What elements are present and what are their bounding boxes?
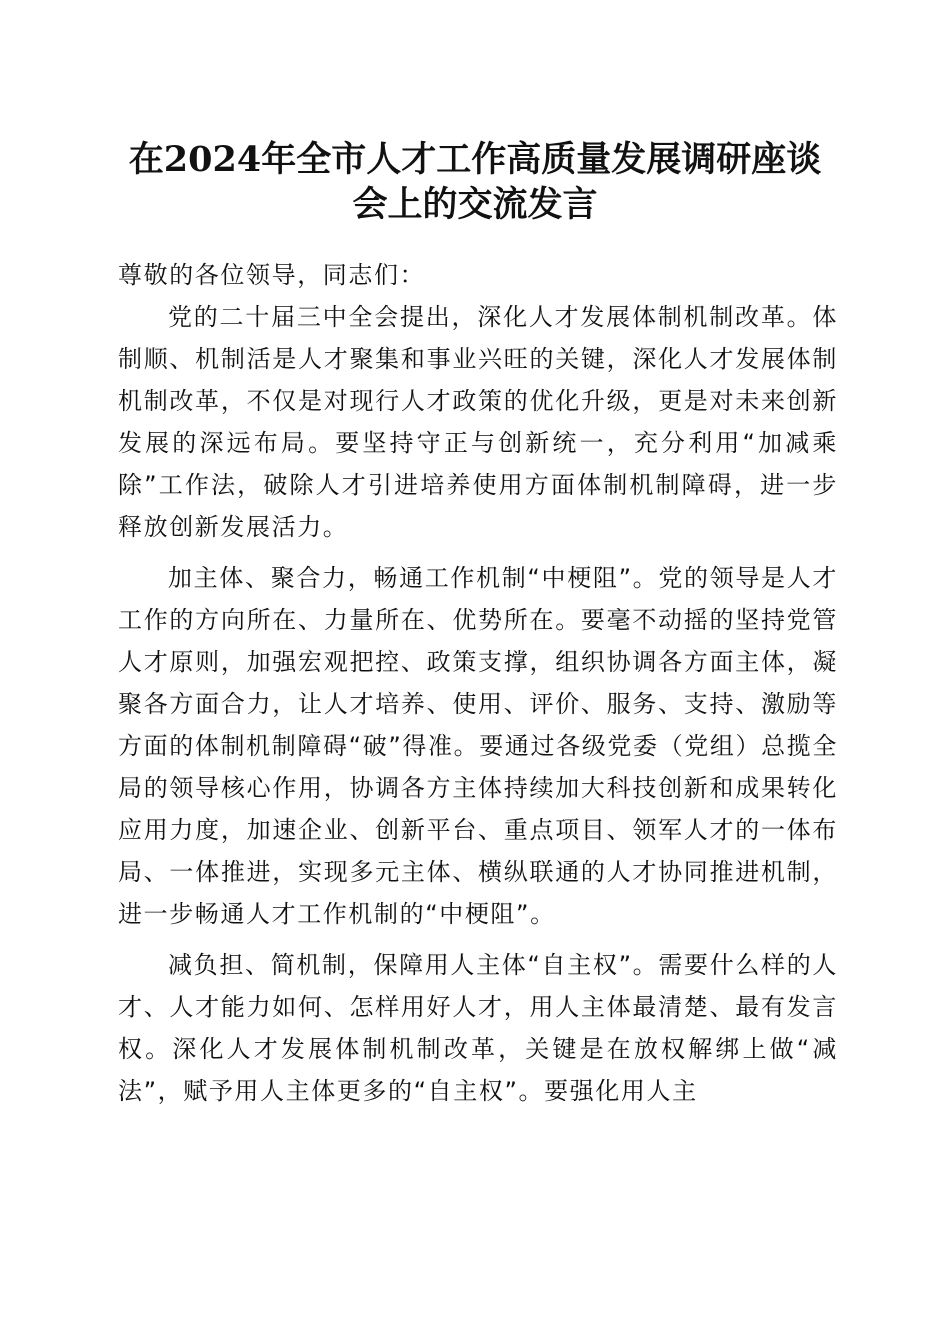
paragraph-2: 加主体、聚合力，畅通工作机制“中梗阻”。党的领导是人才工作的方向所在、力量所在、优势所在。要毫不动摇的坚持党管人才原则，加强宏观把控、政策支撑，组织协调各方面主体，凝聚各方面合力，让人才培养、使用、评价、服务、支持、激励等方面的体制机制障碍“破”得准。要通过各级党委（党组）总揽全局的领导核心作用，协调各方主体持续加大科技创新和成果转化应用力度，加速企业、创新平台、重点项目、领军人才的一体布局、一体推进，实现多元主体、横纵联通的人才协同推进机制，进一步畅通人才工作机制的“中梗阻”。 [118,564,838,928]
document-body [118,254,838,1112]
paragraph-3: 减负担、简机制，保障用人主体“自主权”。需要什么样的人才、人才能力如何、怎样用好人才，用人主体最清楚、最有发言权。深化人才发展体制机制改革，关键是在放权解绑上做“减法”，赋予用人主体更多的“自主权”。要强化用人主 [118,951,838,1105]
document-title-line-1: 在2024年全市人才工作高质量发展调研座谈 [128,139,822,180]
paragraph-1: 党的二十届三中全会提出，深化人才发展体制机制改革。体制顺、机制活是人才聚集和事业兴旺的关键，深化人才发展体制机制改革，不仅是对现行人才政策的优化升级，更是对未来创新发展的深远布局。要坚持守正与创新统一，充分利用“加减乘除”工作法，破除人才引进培养使用方面体制机制障碍，进一步释放创新发展活力。 [118,303,838,541]
salutation: 尊敬的各位领导，同志们： [118,261,426,289]
document-title-line-2: 会上的交流发言 [352,184,598,225]
